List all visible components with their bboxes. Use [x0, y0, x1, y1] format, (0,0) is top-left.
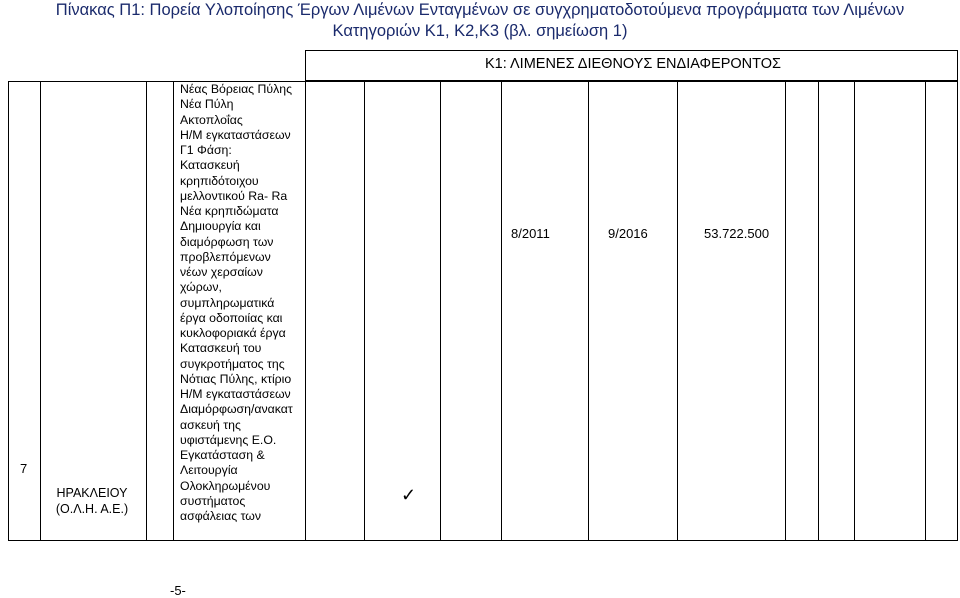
- description-line: κυκλοφοριακά έργα: [180, 326, 286, 340]
- port-name-line-2: (Ο.Λ.Η. Α.Ε.): [55, 501, 129, 516]
- checkmark-icon: ✓: [401, 485, 417, 505]
- description-line: Η/Μ εγκαταστάσεων: [180, 387, 291, 401]
- start-date: 8/2011: [511, 226, 550, 241]
- title-line-1: Πίνακας Π1: Πορεία Υλοποίησης Έργων Λιμένων Ενταγμένων σε συγχρηματοδοτούμενα προγράμματα των Λιμένων: [55, 1, 905, 19]
- description-line: συστήματος: [180, 493, 246, 508]
- description-line: ασκευή της: [180, 417, 241, 432]
- end-date: 9/2016: [608, 226, 648, 241]
- page-number: -5-: [170, 583, 186, 598]
- description-line: διαμόρφωση των: [180, 234, 274, 249]
- description-line: Δημιουργία και: [180, 219, 261, 234]
- description-line: προβλεπόμενων: [180, 249, 271, 264]
- description-line: κρηπιδότοιχου: [180, 173, 259, 188]
- row-number: 7: [20, 461, 28, 476]
- description-line: Κατασκευή του: [180, 341, 262, 356]
- description-line: νέων χερσαίων: [180, 265, 263, 279]
- description-line: υφιστάμενης Ε.Ο.: [180, 432, 277, 447]
- title-line-2: Κατηγοριών Κ1, Κ2,Κ3 (βλ. σημείωση 1): [332, 22, 628, 40]
- budget-amount: 53.722.500: [704, 226, 770, 241]
- description-line: Ολοκληρωμένου: [180, 478, 271, 493]
- description-line: έργα οδοποιίας και: [180, 310, 283, 325]
- description-line: χώρων,: [180, 280, 222, 295]
- description-line: Γ1 Φάση:: [180, 143, 232, 157]
- description-line: Νέας Βόρειας Πύλης: [180, 82, 293, 96]
- port-name-line-1: ΗΡΑΚΛΕΙΟΥ: [56, 486, 128, 500]
- description-line: ασφάλειας των: [180, 509, 262, 523]
- description-line: Η/Μ εγκαταστάσεων: [180, 127, 291, 142]
- description-line: Διαμόρφωση/ανακατ: [180, 402, 293, 417]
- project-description: [180, 82, 298, 524]
- description-line: μελλοντικού Ra- Ra: [180, 188, 288, 203]
- section-header: Κ1: ΛΙΜΕΝΕΣ ΔΙΕΘΝΟΥΣ ΕΝΔΙΑΦΕΡΟΝΤΟΣ: [484, 56, 781, 72]
- description-line: Νέα Πύλη: [180, 97, 234, 112]
- description-line: Νότιας Πύλης, κτίριο: [180, 371, 292, 386]
- description-line: Ακτοπλοΐας: [180, 112, 243, 127]
- description-line: συμπληρωματικά: [180, 295, 275, 310]
- description-line: Νέα κρηπιδώματα: [180, 204, 279, 218]
- description-line: Λειτουργία: [180, 463, 238, 478]
- port-name: [42, 486, 142, 517]
- description-line: Κατασκευή: [180, 158, 240, 173]
- description-line: Εγκατάσταση &: [180, 448, 265, 462]
- description-line: συγκροτήματος της: [180, 356, 285, 371]
